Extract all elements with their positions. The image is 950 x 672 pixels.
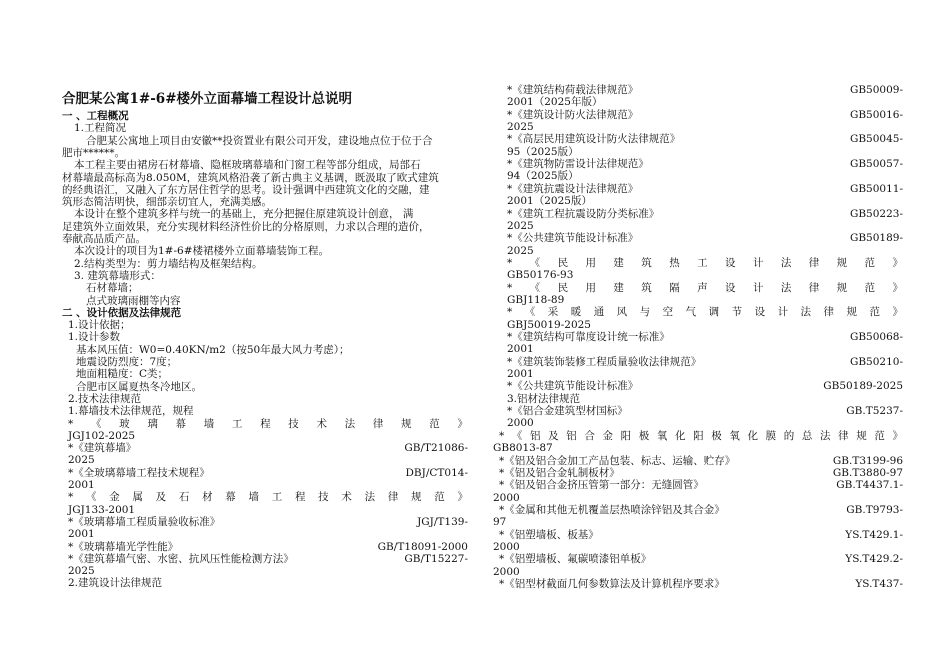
standard-name: *《玻璃幕墙光学性能》 — [68, 540, 179, 553]
glyph: 规 — [411, 491, 422, 504]
glyph: 《 — [524, 306, 536, 319]
text-line: GB50176-93 — [507, 269, 574, 282]
glyph: 规 — [856, 429, 867, 442]
glyph: 范 — [874, 429, 885, 442]
glyph: 筑 — [641, 281, 652, 294]
glyph: 化 — [675, 429, 686, 442]
text-line: 本次设计的项目为1#-6#楼裙楼外立面幕墙装饰工程。 — [74, 245, 330, 258]
text-line: 2.建筑设计法律规范 — [68, 577, 163, 590]
glyph: 规 — [401, 417, 412, 430]
standard-code: GB50210- — [849, 355, 903, 368]
standard-name: *《建筑物防雷设计法律规范》 — [507, 158, 649, 171]
glyph: 幕 — [225, 491, 236, 504]
text-line: 2001 — [507, 343, 534, 356]
standard-name: *《金属和其他无机覆盖层热喷涂锌铝及其合金》 — [499, 503, 725, 516]
glyph: * — [507, 281, 513, 294]
glyph: 》 — [892, 256, 903, 269]
standard-code: YS.T437- — [855, 578, 903, 590]
text-line: 2025 — [507, 219, 534, 232]
text-line: 的经典语汇，又融入了东方居住哲学的思考。设计强调中西建筑文化的交融，建 — [62, 183, 430, 196]
standard-name: *《高层民用建筑设计防火法律规范》 — [507, 133, 681, 146]
standard-name: *《铝塑墙板、板基》 — [499, 528, 599, 541]
glyph: 法 — [344, 417, 356, 430]
text-line: 1.幕墙技术法律规范，规程 — [68, 405, 194, 418]
text-line: 94（2025版） — [507, 170, 579, 183]
glyph: 金 — [602, 429, 613, 442]
glyph: 》 — [457, 491, 468, 504]
text-line: 2.技术法律规范 — [68, 392, 142, 405]
glyph: 法 — [364, 491, 376, 504]
glyph: 设 — [754, 306, 766, 319]
glyph: 建 — [613, 281, 624, 294]
glyph: 璃 — [147, 417, 158, 430]
glyph: 玻 — [119, 417, 130, 430]
glyph: 用 — [585, 256, 596, 269]
glyph: 极 — [638, 429, 650, 442]
standard-code: GB50009- — [849, 84, 903, 96]
text-line: 足建筑外立面效果，充分实现材料经济性价比的分格原则，力求以合理的造价， — [62, 220, 430, 233]
glyph: 石 — [178, 491, 190, 504]
text-line: 2.结构类型为：剪力墙结构及框架结构。 — [74, 257, 263, 270]
standard-code: DBJ/CT014- — [405, 466, 468, 479]
glyph: 程 — [294, 491, 306, 504]
glyph: 计 — [777, 306, 789, 319]
standard-reference-justified — [493, 430, 903, 442]
text-line: 合肥市区属夏热冬冷地区。 — [76, 380, 202, 393]
glyph: * — [499, 429, 505, 442]
glyph: 律 — [372, 417, 384, 430]
standard-name: *《公共建筑节能设计标准》 — [507, 380, 639, 393]
glyph: 律 — [808, 281, 820, 294]
standard-name: *《全玻璃幕墙工程技术规程》 — [68, 466, 210, 479]
text-line: 1.设计参数 — [68, 331, 121, 344]
glyph: 范 — [864, 256, 876, 269]
glyph: 极 — [711, 429, 722, 442]
glyph: 法 — [780, 281, 792, 294]
glyph: 合 — [584, 429, 595, 442]
text-line: 2001（2025版） — [507, 195, 592, 208]
text-line: 1.设计依据； — [68, 319, 131, 332]
glyph: 采 — [547, 306, 559, 319]
standard-code: YS.T429.2- — [845, 553, 903, 566]
standard-reference-justified — [493, 282, 903, 294]
standard-name: *《建筑幕墙》 — [68, 442, 137, 455]
glyph: 金 — [109, 491, 120, 504]
standard-name: *《玻璃幕墙工程质量验收标准》 — [68, 515, 221, 528]
standard-code: GB.T3199-96 — [832, 454, 903, 467]
standard-name: *《铝型材截面几何参数算法及计算机程序要求》 — [499, 578, 725, 590]
text-line: 基本风压值：W0=0.40KN/m2（按50年最大风力考虑）； — [76, 343, 350, 356]
text-line: 2025 — [68, 565, 95, 578]
standard-code: YS.T429.1- — [845, 528, 903, 541]
text-line: 2000 — [493, 491, 520, 504]
glyph: 规 — [836, 281, 848, 294]
standard-name: *《公共建筑节能设计标准》 — [507, 232, 639, 245]
standard-name: *《建筑结构可靠度设计统一标准》 — [507, 331, 670, 343]
standard-code: GB50189-2025 — [823, 380, 903, 393]
glyph: 《 — [90, 417, 102, 430]
glyph: 墙 — [248, 491, 259, 504]
standard-reference-justified — [493, 257, 903, 269]
text-line: 2025 — [507, 244, 534, 257]
standard-name: *《铝塑墙板、氟碳喷漆铝单板》 — [499, 553, 652, 566]
glyph: 及 — [155, 491, 167, 504]
standard-name: *《铝合金建筑型材国标》 — [507, 405, 628, 418]
glyph: 空 — [662, 306, 674, 319]
section-heading: 二 、设计依据及法律规范 — [62, 306, 182, 319]
glyph: * — [68, 417, 74, 430]
glyph: 律 — [838, 429, 849, 442]
standard-code: GB/T21086- — [404, 442, 468, 455]
text-line: 3. 建筑幕墙形式： — [74, 269, 161, 282]
standard-code: JGJ/T139- — [417, 515, 468, 528]
text-line: 本工程主要由裙房石材幕墙、隐框玻璃幕墙和门窗工程等部分组成，局部石 — [74, 159, 421, 172]
glyph: 风 — [616, 306, 628, 319]
glyph: 技 — [318, 491, 329, 504]
text-line: 地震设防烈度：7度； — [76, 356, 178, 368]
standard-name: *《建筑结构荷载法律规范》 — [507, 84, 639, 96]
text-line: 2000 — [493, 565, 520, 578]
glyph: 法 — [800, 306, 812, 319]
glyph: 材 — [202, 491, 213, 504]
text-line: 2001 — [68, 528, 95, 541]
text-line: 材幕墙最高标高为8.050M，建筑风格沿袭了新古典主义基调，既汲取了欧式建筑 — [62, 171, 439, 184]
standard-code: GB50011- — [849, 182, 903, 195]
glyph: 隔 — [669, 281, 680, 294]
glyph: 铝 — [566, 429, 577, 442]
standard-name: *《建筑设计防火法律规范》 — [507, 108, 639, 121]
glyph: 规 — [846, 306, 858, 319]
glyph: 气 — [685, 306, 697, 319]
text-line: 肥市******。 — [62, 146, 125, 159]
standard-name: *《铝及铝合金挤压管第一部分：无缝圆管》 — [499, 479, 704, 492]
standard-name: *《建筑幕墙气密、水密、抗风压性能检测方法》 — [68, 552, 294, 565]
glyph: 《 — [85, 491, 97, 504]
standard-code: GB50068- — [849, 331, 903, 343]
text-line: 合肥某公寓地上项目由安徽**投资置业有限公司开发，建设地点位于位于合 — [86, 134, 433, 147]
glyph: 铝 — [530, 429, 541, 442]
text-line: 2025 — [68, 454, 95, 467]
glyph: 计 — [752, 281, 764, 294]
text-line: 筑形态简洁明快，细部亲切宜人，充满美感。 — [62, 196, 272, 209]
standard-name: *《建筑工程抗震设防分类标准》 — [507, 207, 660, 220]
standard-code: GB50016- — [849, 108, 903, 121]
glyph: 的 — [783, 429, 795, 442]
glyph: 范 — [429, 417, 440, 430]
glyph: 设 — [725, 256, 736, 269]
text-line: 2000 — [507, 417, 534, 430]
standard-name: *《铝及铝合金轧制板材》 — [499, 466, 620, 479]
standard-name: *《建筑装饰装修工程质量验收法律规范》 — [507, 355, 702, 368]
glyph: 律 — [387, 491, 399, 504]
standard-code: GB50057- — [849, 158, 903, 171]
glyph: 总 — [801, 429, 813, 442]
glyph: 筑 — [641, 256, 652, 269]
glyph: 范 — [869, 306, 880, 319]
glyph: 用 — [585, 281, 596, 294]
glyph: * — [507, 256, 513, 269]
glyph: 计 — [752, 256, 764, 269]
glyph: 氧 — [729, 429, 740, 442]
glyph: 律 — [823, 306, 835, 319]
glyph: 工 — [271, 491, 283, 504]
text-line: 地面粗糙度：C类； — [76, 368, 169, 381]
glyph: 暖 — [570, 306, 582, 319]
glyph: 通 — [593, 306, 605, 319]
glyph: 工 — [697, 256, 708, 269]
standard-code: GB50223- — [849, 207, 903, 220]
text-line: JGJ102-2025 — [68, 429, 136, 442]
glyph: 《 — [529, 256, 541, 269]
text-line: 95（2025版） — [507, 145, 579, 158]
glyph: 设 — [725, 281, 736, 294]
glyph: 化 — [747, 429, 758, 442]
standard-reference-justified — [493, 306, 903, 318]
glyph: 术 — [341, 491, 352, 504]
text-line: 2000 — [493, 540, 520, 553]
standard-code: GB/T18091-2000 — [377, 540, 468, 553]
text-line: 2025 — [507, 121, 534, 134]
standard-code: GB.T9793- — [846, 503, 903, 516]
standard-reference-justified — [62, 418, 468, 430]
glyph: 法 — [820, 429, 831, 442]
standard-code: GB50189- — [849, 232, 903, 245]
glyph: 声 — [697, 281, 708, 294]
glyph: * — [68, 491, 74, 504]
glyph: * — [507, 306, 513, 319]
glyph: 》 — [892, 281, 903, 294]
glyph: 法 — [780, 256, 792, 269]
text-line: JGJ133-2001 — [68, 503, 136, 516]
section-heading: 一 、工程概况 — [62, 110, 129, 122]
text-line: 1.工程简况 — [74, 122, 127, 135]
glyph: 调 — [708, 306, 720, 319]
glyph: 阳 — [693, 429, 704, 442]
text-line: 2001（2025年版） — [507, 96, 603, 109]
glyph: 》 — [892, 429, 903, 442]
glyph: 建 — [613, 256, 624, 269]
glyph: 术 — [316, 417, 327, 430]
glyph: 律 — [808, 256, 820, 269]
text-line: 3.铝材法律规范 — [507, 392, 581, 405]
standard-code: GB.T3880-97 — [832, 466, 903, 479]
glyph: 节 — [731, 306, 743, 319]
text-line: 2001 — [507, 368, 534, 381]
glyph: 膜 — [765, 429, 777, 442]
standard-code: GB/T15227- — [404, 552, 468, 565]
glyph: 属 — [132, 491, 143, 504]
glyph: 及 — [548, 429, 559, 442]
text-line: GB8013-87 — [493, 442, 553, 455]
glyph: 热 — [669, 256, 680, 269]
text-line: 2001 — [68, 479, 95, 491]
standard-code: GB.T5237- — [846, 405, 903, 418]
glyph: 幕 — [175, 417, 186, 430]
glyph: 《 — [511, 429, 523, 442]
glyph: 民 — [557, 256, 569, 269]
text-line: GBJ50019-2025 — [507, 318, 591, 331]
glyph: 程 — [260, 417, 271, 430]
text-line: 本设计在整个建筑多样与统一的基础上，充分把握住原建筑设计创意， 满 — [74, 208, 414, 221]
glyph: 墙 — [203, 417, 215, 430]
standard-code: GB50045- — [849, 133, 903, 146]
glyph: 与 — [639, 306, 651, 319]
glyph: 《 — [529, 281, 541, 294]
text-line: 奉献高品质产品。 — [62, 233, 146, 245]
text-line: 97 — [493, 516, 507, 529]
glyph: 氧 — [656, 429, 668, 442]
text-line: 石材幕墙； — [86, 282, 139, 295]
standard-reference-justified — [62, 491, 468, 503]
text-line: 点式玻璃雨棚等内容 — [86, 294, 181, 307]
glyph: 》 — [457, 417, 468, 430]
glyph: 范 — [864, 281, 876, 294]
glyph: 阳 — [620, 429, 632, 442]
glyph: 工 — [231, 417, 243, 430]
glyph: 》 — [892, 306, 903, 319]
glyph: 技 — [288, 417, 299, 430]
text-line: GBJ118-89 — [507, 293, 565, 306]
glyph: 民 — [557, 281, 569, 294]
standard-name: *《建筑抗震设计法律规范》 — [507, 182, 639, 195]
glyph: 范 — [434, 491, 445, 504]
page-title: 合肥某公寓1#-6#楼外立面幕墙工程设计总说明 — [62, 91, 353, 107]
standard-name: *《铝及铝合金加工产品包装、标志、运输、贮存》 — [499, 454, 736, 467]
glyph: 规 — [836, 256, 848, 269]
standard-code: GB.T4437.1- — [836, 479, 903, 492]
